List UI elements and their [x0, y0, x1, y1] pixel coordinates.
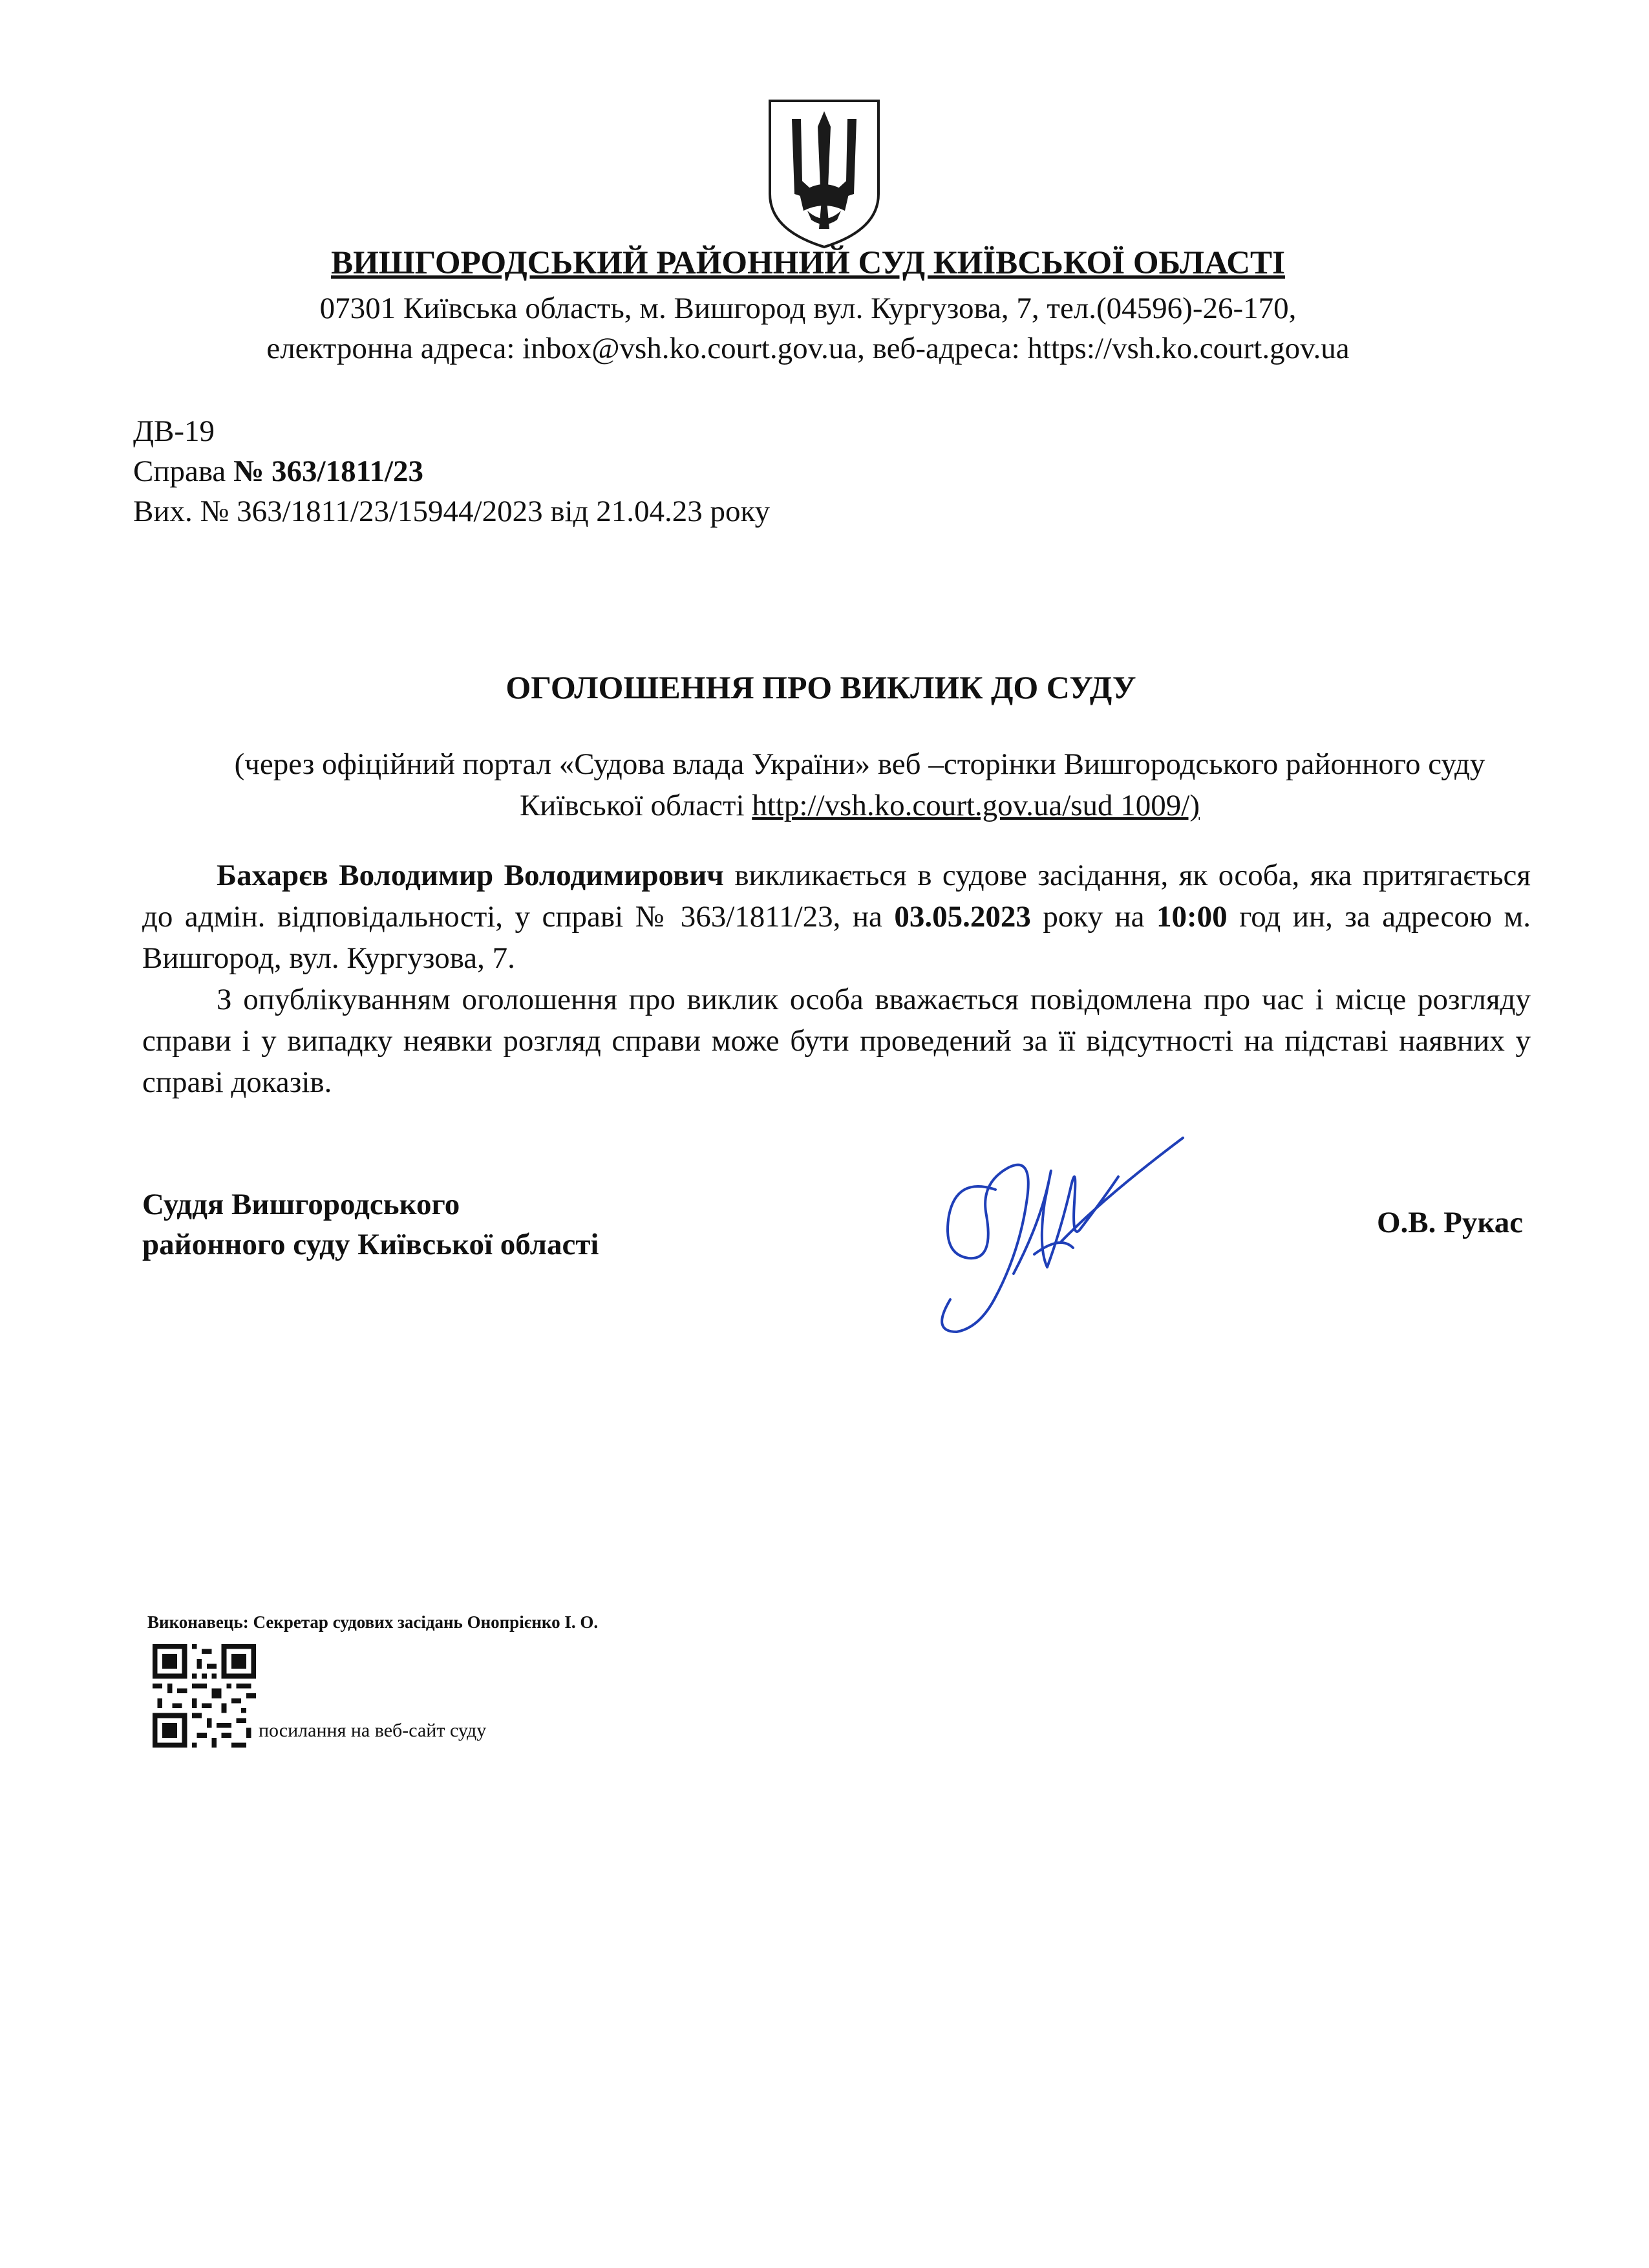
hearing-time: 10:00: [1156, 900, 1228, 934]
portal-text: (через офіційний портал «Судова влада України» веб –сторінки Вишгородського районного суду Київської області: [234, 747, 1485, 822]
document-meta: [133, 411, 770, 531]
portal-link[interactable]: http://vsh.ko.court.gov.ua/sud 1009/): [752, 789, 1200, 822]
person-name: Бахарєв Володимир Володимирович: [217, 859, 724, 892]
case-label: Справа: [133, 455, 234, 488]
hearing-date: 03.05.2023: [894, 900, 1031, 934]
outgoing-number: Вих. № 363/1811/23/15944/2023 від 21.04.23 року: [133, 495, 771, 528]
qr-code-icon[interactable]: [153, 1644, 256, 1748]
summons-text-2: року на: [1030, 900, 1156, 934]
case-number: № 363/1811/23: [233, 455, 424, 488]
qr-caption: посилання на веб-сайт суду: [259, 1720, 487, 1741]
portal-note: [194, 744, 1526, 826]
coat-of-arms-icon: [766, 97, 882, 250]
summons-paragraph: [142, 855, 1531, 979]
handwritten-signature-icon: [911, 1106, 1189, 1351]
court-address: 07301 Київська область, м. Вишгород вул. Кургузова, 7, тел.(04596)-26-170,: [319, 292, 1297, 325]
case-reference: [133, 451, 770, 491]
judge-name: О.В. Рукас: [1377, 1206, 1524, 1239]
notice-body: [142, 855, 1531, 1103]
court-contacts: [194, 288, 1422, 369]
form-code: ДВ-19: [133, 414, 215, 448]
executor-info: Виконавець: Секретар судових засідань Онопрієнко І. О.: [147, 1612, 599, 1632]
judge-title-line1: Суддя Вишгородського: [142, 1188, 460, 1221]
notification-paragraph: З опублікуванням оголошення про виклик особа вважається повідомлена про час і місце розгляду справи і у випадку неявки розгляд справи може бути проведений за її відсутності на підставі наявних у справі доказів.: [142, 983, 1531, 1099]
summons-text-1: викликається в судове засідання, як особа, яка притягається до адмін. відповідальності, у справі № 363/1811/23, на: [142, 859, 1531, 934]
judge-title-line2: районного суду Київської області: [142, 1228, 599, 1261]
notice-title: ОГОЛОШЕННЯ ПРО ВИКЛИК ДО СУДУ: [505, 669, 1136, 705]
summons-text-3: год ин, за адресою м. Вишгород, вул. Кургузова, 7.: [142, 900, 1531, 975]
court-name: ВИШГОРОДСЬКИЙ РАЙОННИЙ СУД КИЇВСЬКОЇ ОБЛАСТІ: [331, 245, 1285, 281]
judge-title: [142, 1184, 599, 1265]
court-email-website: електронна адреса: inbox@vsh.ko.court.gov.ua, веб-адреса: https://vsh.ko.court.gov.ua: [266, 332, 1350, 365]
